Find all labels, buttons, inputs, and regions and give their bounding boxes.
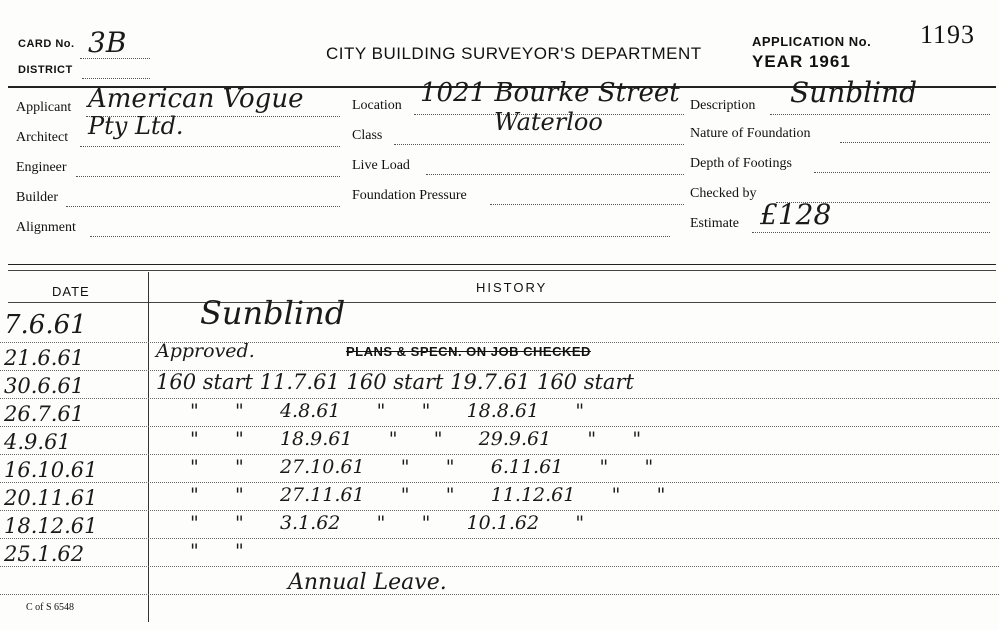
foundation-pressure-label: Foundation Pressure <box>352 188 467 203</box>
row-date: 21.6.61 <box>4 346 85 370</box>
row-line <box>0 510 999 511</box>
district-label: DISTRICT <box>18 64 73 76</box>
engineer-label: Engineer <box>16 160 67 175</box>
row-history: " " 18.9.61 " " 29.9.61 " " <box>190 428 642 450</box>
card-no-value: 3B <box>88 26 127 59</box>
row-line <box>0 342 999 343</box>
department-title: CITY BUILDING SURVEYOR'S DEPARTMENT <box>326 44 702 63</box>
row-line <box>0 538 999 539</box>
row-date: 7.6.61 <box>4 310 87 340</box>
row-date: 26.7.61 <box>4 402 85 426</box>
card-no-label: CARD No. <box>18 38 75 50</box>
table-top-rule <box>8 264 996 265</box>
row-date: 18.12.61 <box>4 514 98 538</box>
class-line <box>394 144 684 145</box>
alignment-label: Alignment <box>16 220 76 235</box>
class-label: Class <box>352 128 383 143</box>
card-no-line <box>80 58 150 59</box>
row-date: 20.11.61 <box>4 486 98 510</box>
row-history: " " 27.11.61 " " 11.12.61 " " <box>190 484 666 506</box>
table-top-rule-2 <box>8 270 996 271</box>
foundation-pressure-line <box>490 204 684 205</box>
district-line <box>82 78 150 79</box>
estimate-label: Estimate <box>690 216 739 231</box>
alignment-line <box>90 236 670 237</box>
row-history: Sunblind <box>200 294 346 332</box>
depth-label: Depth of Footings <box>690 156 792 171</box>
estimate-line <box>752 232 990 233</box>
row-history: " " 4.8.61 " " 18.8.61 " <box>190 400 585 422</box>
live-load-line <box>426 174 684 175</box>
applicant-value: American Vogue <box>88 84 304 114</box>
annual-leave-note: Annual Leave. <box>288 570 447 595</box>
row-line <box>0 482 999 483</box>
row-history: Approved. <box>156 340 255 362</box>
builder-label: Builder <box>16 190 58 205</box>
row-date: 25.1.62 <box>4 542 85 566</box>
row-history: " " <box>190 540 244 562</box>
builder-line <box>66 206 340 207</box>
nature-line <box>840 142 990 143</box>
row-line <box>0 398 999 399</box>
row-date: 30.6.61 <box>4 374 85 398</box>
application-label: APPLICATION No. <box>752 34 872 49</box>
checked-stamp: PLANS & SPECN. ON JOB CHECKED <box>346 344 591 359</box>
estimate-value: £128 <box>760 198 832 231</box>
row-line <box>0 426 999 427</box>
row-line <box>0 454 999 455</box>
description-label: Description <box>690 98 756 113</box>
architect-label: Architect <box>16 130 69 145</box>
nature-label: Nature of Foundation <box>690 126 811 141</box>
row-line <box>0 594 999 595</box>
description-value: Sunblind <box>790 76 918 109</box>
table-header-rule <box>8 302 996 303</box>
year-label: YEAR 1961 <box>752 52 851 71</box>
architect-value: Pty Ltd. <box>88 112 184 140</box>
row-date: 4.9.61 <box>4 430 71 454</box>
row-history: " " 27.10.61 " " 6.11.61 " " <box>190 456 654 478</box>
description-line <box>770 114 990 115</box>
form-number: C of S 6548 <box>26 602 75 613</box>
row-history: 160 start 11.7.61 160 start 19.7.61 160 start <box>156 370 634 394</box>
row-line <box>0 566 999 567</box>
date-header: DATE <box>52 284 90 299</box>
checked-label: Checked by <box>690 186 757 201</box>
application-number: 1193 <box>920 20 976 49</box>
row-history: " " 3.1.62 " " 10.1.62 " <box>190 512 585 534</box>
location-label: Location <box>352 98 402 113</box>
class-value: Waterloo <box>494 108 603 136</box>
history-header: HISTORY <box>476 280 548 295</box>
architect-line <box>80 146 340 147</box>
location-value: 1021 Bourke Street <box>420 78 680 108</box>
engineer-line <box>76 176 340 177</box>
live-load-label: Live Load <box>352 158 410 173</box>
date-column-divider <box>148 272 149 622</box>
applicant-label: Applicant <box>16 100 72 115</box>
depth-line <box>814 172 990 173</box>
row-date: 16.10.61 <box>4 458 98 482</box>
